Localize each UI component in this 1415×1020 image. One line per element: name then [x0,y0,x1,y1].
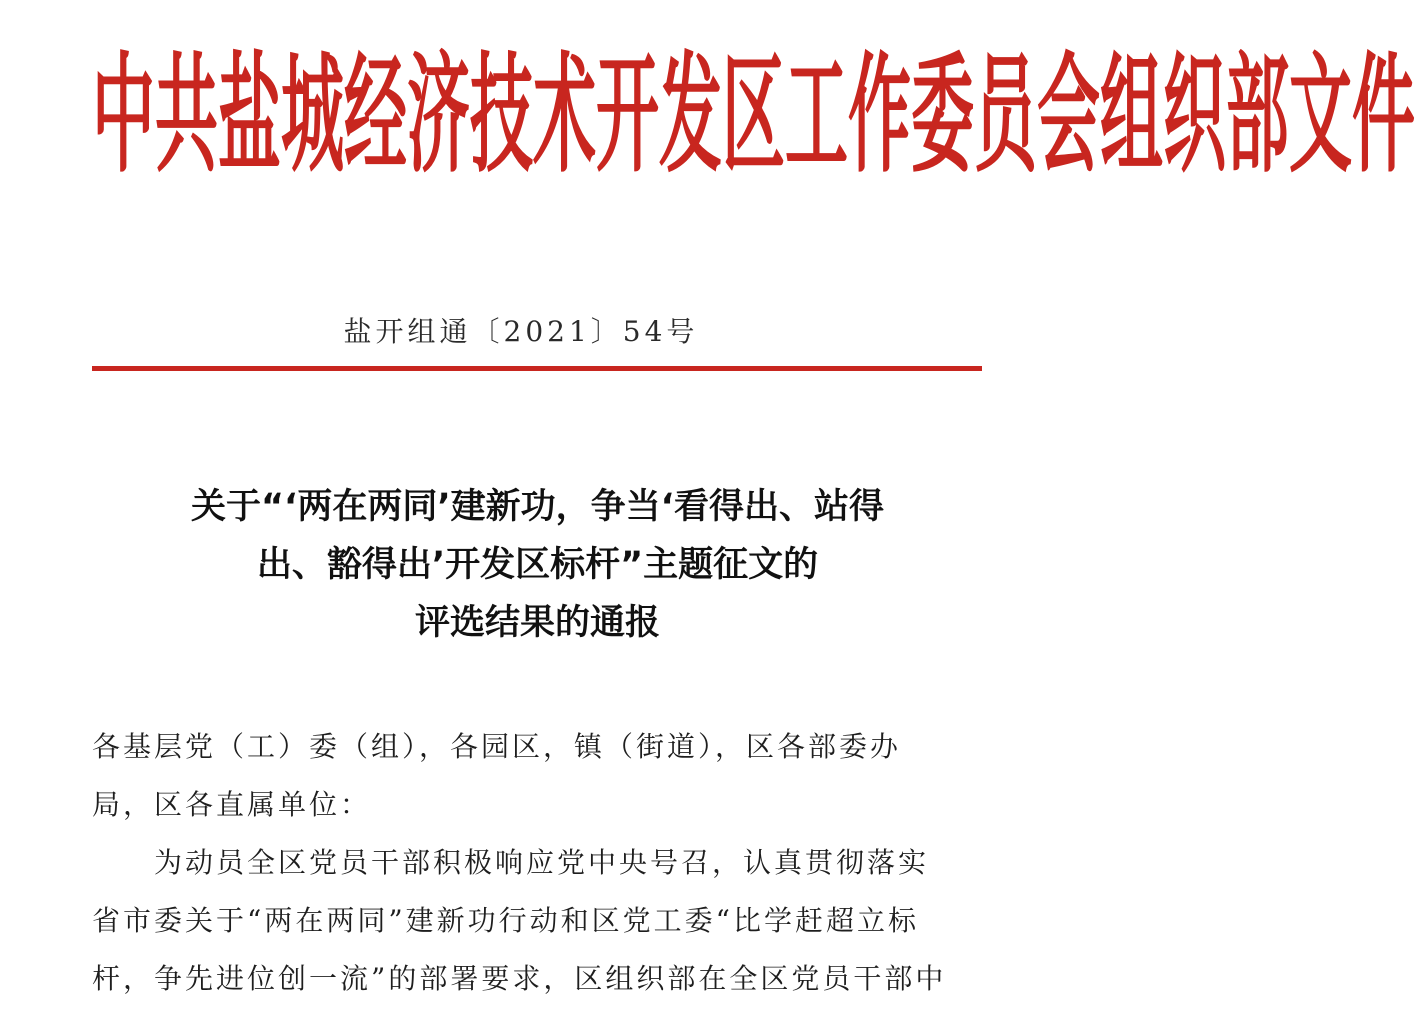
header-char-5: 经 [344,40,407,190]
title-line-1: 关于“‘两在两同’建新功，争当‘看得出、站得 [191,487,884,527]
header-char-3: 盐 [218,40,281,190]
salutation-line-2: 局，区各直属单位： [92,788,372,821]
title-line-2: 出、豁得出’开发区标杆”主题征文的 [256,545,819,585]
document-title [70,478,1005,652]
document-header-issuer [92,40,1415,190]
title-line-3: 评选结果的通报 [414,603,660,643]
paragraph-line-3: 杆，争先进位创一流”的部署要求，区组织部在全区党员干部中 [92,962,947,995]
paragraph-line-1: 为动员全区党员干部积极响应党中央号召，认真贯彻落实 [92,846,930,879]
header-char-20: 文 [1289,40,1352,190]
salutation-line-1: 各基层党（工）委（组），各园区，镇（街道），区各部委办 [92,730,902,763]
header-char-15: 员 [974,40,1037,190]
paragraph-line-2: 省市委关于“两在两同”建新功行动和区党工委“比学赶超立标 [92,904,919,937]
header-char-12: 工 [785,40,848,190]
header-char-18: 织 [1163,40,1226,190]
document-number: 盐开组通〔2021〕54号 [343,315,699,348]
header-char-1: 中 [92,40,155,190]
header-char-17: 组 [1100,40,1163,190]
header-char-9: 开 [596,40,659,190]
header-char-13: 作 [848,40,911,190]
header-char-2: 共 [155,40,218,190]
header-char-21: 件 [1352,40,1415,190]
header-char-7: 技 [470,40,533,190]
header-char-8: 术 [533,40,596,190]
header-char-6: 济 [407,40,470,190]
header-char-19: 部 [1226,40,1289,190]
header-char-10: 发 [659,40,722,190]
header-char-14: 委 [911,40,974,190]
red-divider-line [92,366,982,371]
header-char-4: 城 [281,40,344,190]
document-body [92,718,997,1008]
header-char-11: 区 [722,40,785,190]
header-char-16: 会 [1037,40,1100,190]
